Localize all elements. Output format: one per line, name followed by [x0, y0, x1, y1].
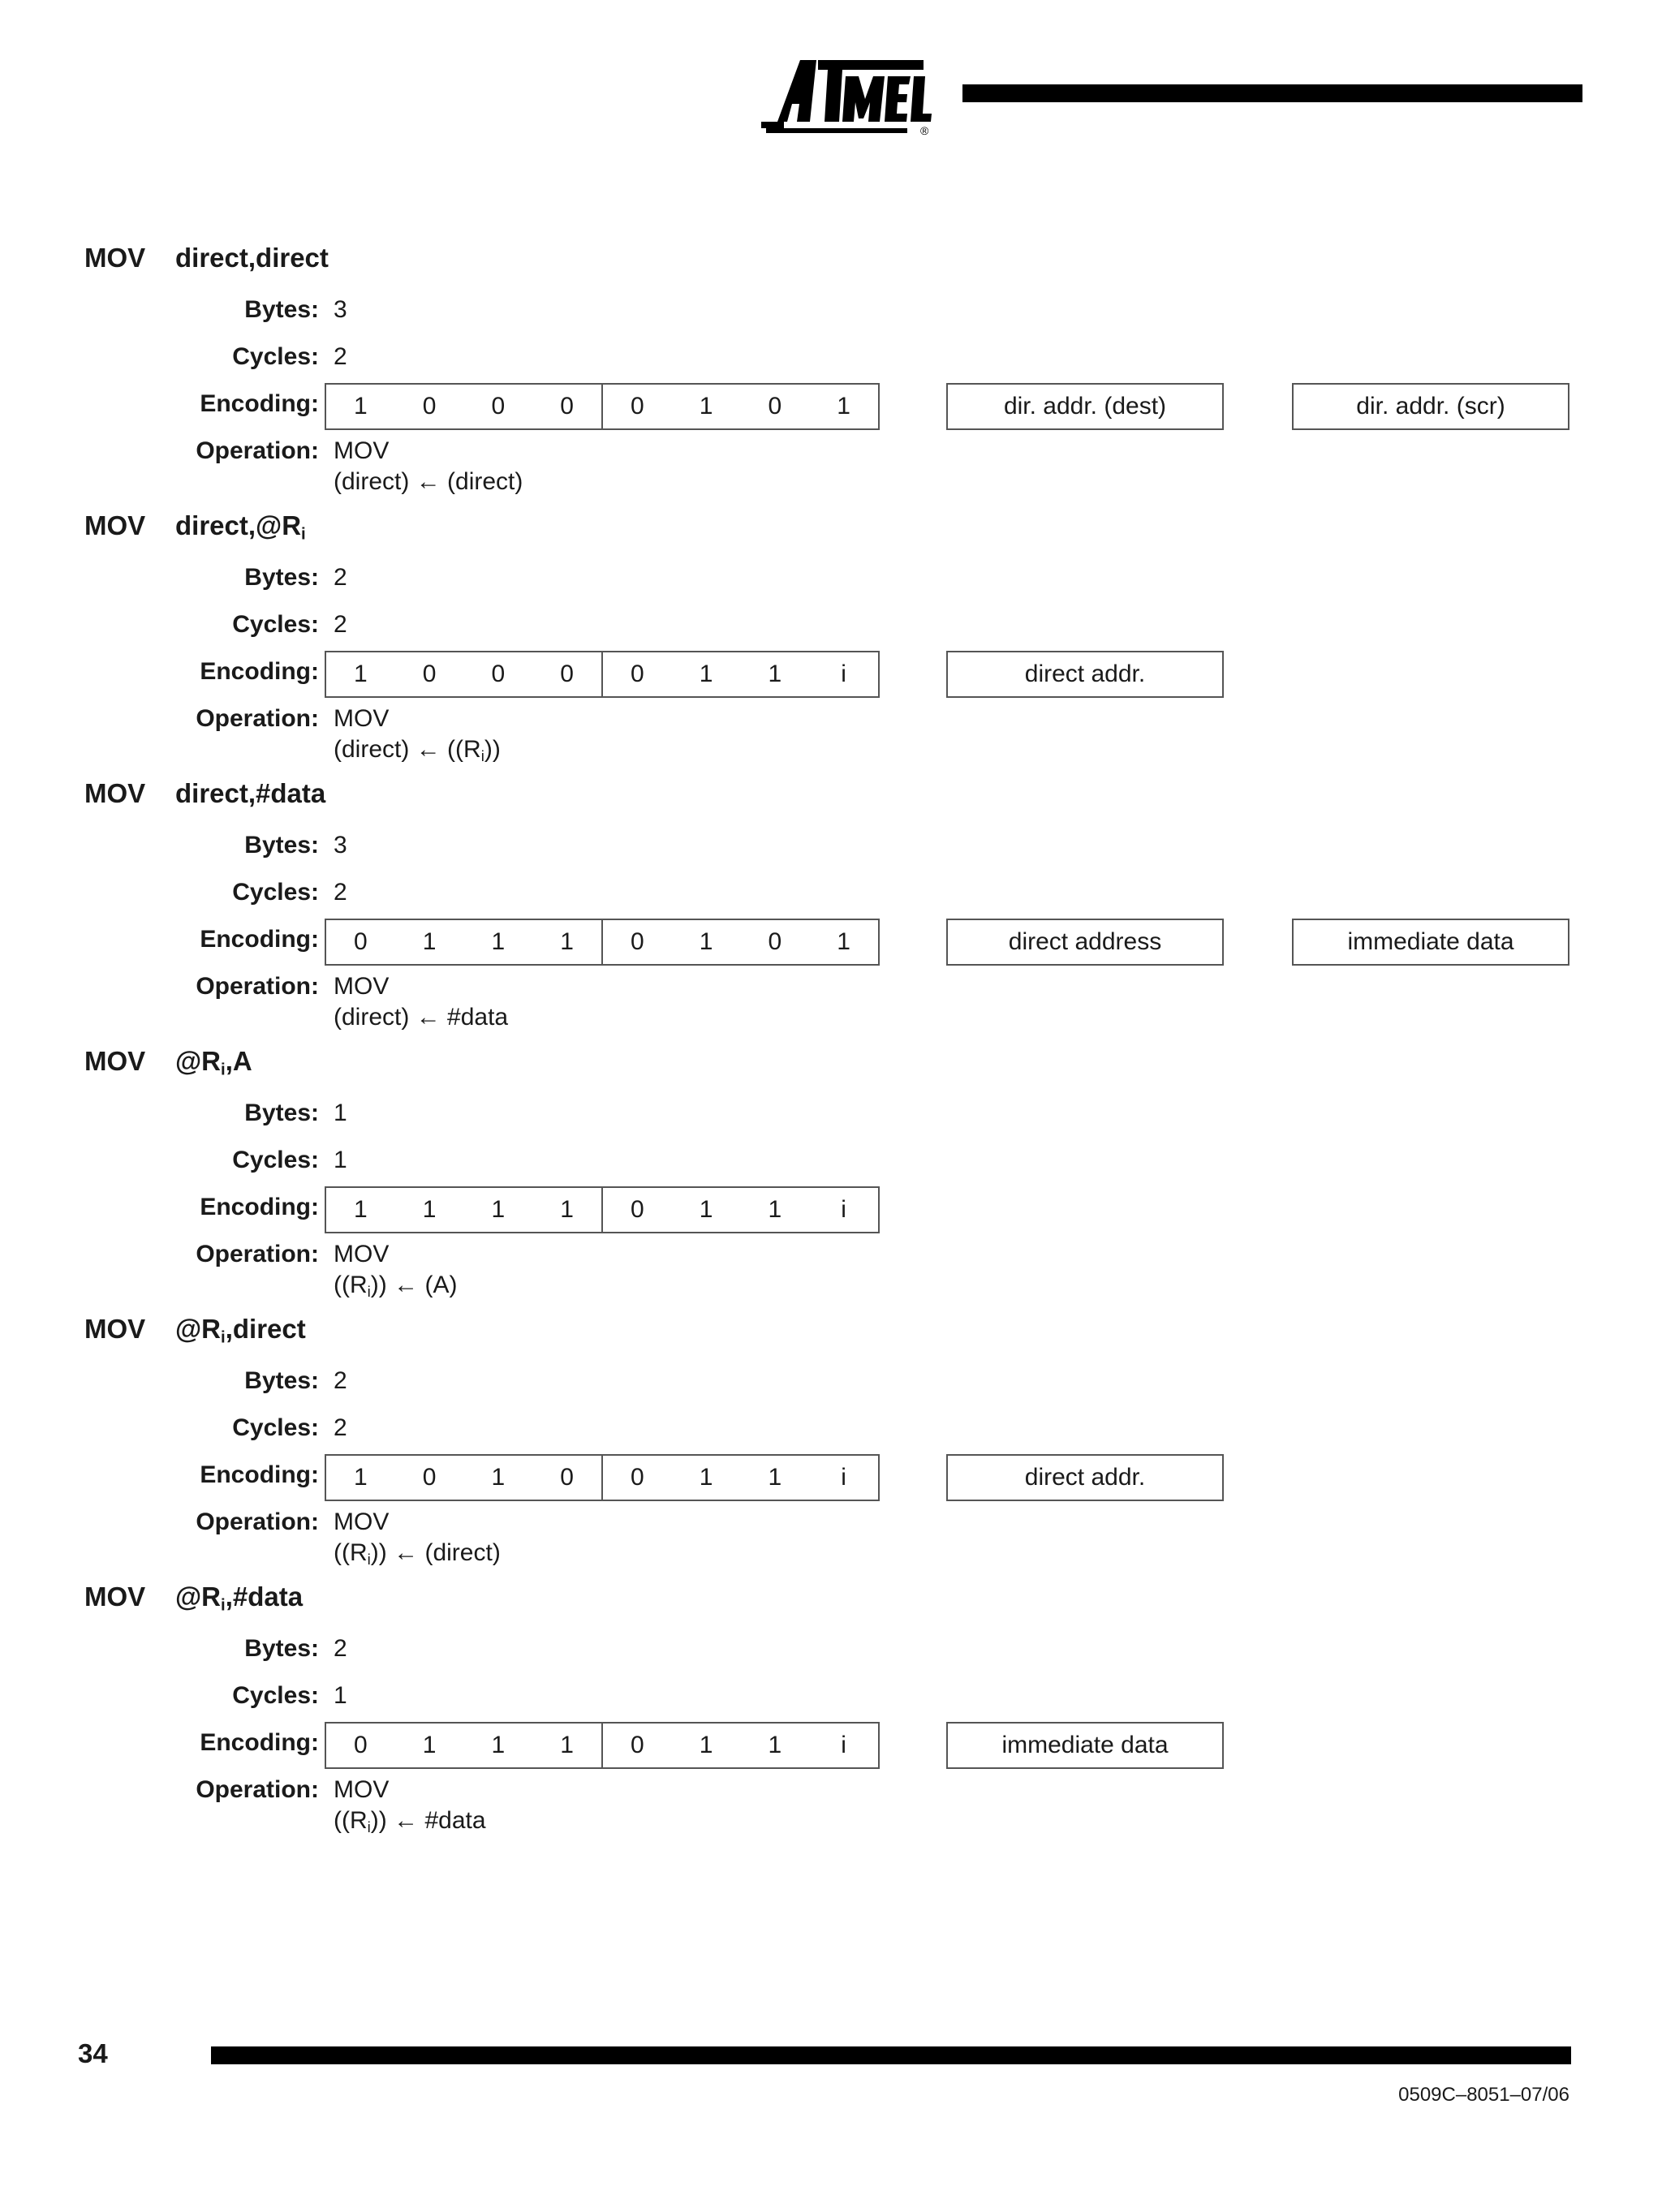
instruction-operands: [175, 1313, 306, 1345]
encoding-bit: 1: [491, 1732, 506, 1758]
encoding-bit: 0: [631, 1196, 644, 1223]
instruction-operands: [175, 1581, 303, 1613]
operand-subscript: i: [221, 1328, 226, 1347]
document-code: 0509C–8051–07/06: [1398, 2084, 1569, 2106]
encoding-label: Encoding:: [200, 1461, 319, 1488]
bytes-label: Bytes:: [244, 832, 319, 859]
opcode-encoding-box: [325, 383, 880, 430]
instruction-mnemonic: MOV: [84, 778, 146, 808]
encoding-bit: 0: [422, 393, 437, 420]
encoding-bit: 1: [560, 1732, 574, 1758]
encoding-bit: 0: [491, 661, 506, 687]
operation-label: Operation:: [196, 705, 319, 732]
operation-lhs-subscript: i: [367, 1551, 371, 1569]
instruction-mnemonic: MOV: [84, 1046, 146, 1076]
left-arrow-icon: ←: [394, 1272, 419, 1298]
cycles-label: Cycles:: [232, 1682, 319, 1709]
bytes-label: Bytes:: [244, 564, 319, 591]
encoding-bit: 0: [631, 661, 644, 687]
encoding-bit: 1: [699, 1732, 713, 1758]
operation-lhs-tail: )): [370, 1539, 387, 1566]
opcode-encoding-box: [325, 1186, 880, 1233]
instruction-operands: [175, 1045, 252, 1078]
encoding-label: Encoding:: [200, 390, 319, 417]
encoding-bit: 1: [699, 661, 713, 687]
bytes-value: 3: [334, 296, 347, 323]
operand-text: direct,@R: [175, 510, 302, 540]
operation-lhs: ((R: [334, 1539, 368, 1566]
left-arrow-icon: ←: [416, 736, 441, 763]
bytes-label: Bytes:: [244, 1100, 319, 1126]
operation-label: Operation:: [196, 437, 319, 464]
cycles-value: 2: [334, 1414, 347, 1441]
operand-text: @R: [175, 1582, 222, 1612]
left-arrow-icon: ←: [394, 1807, 419, 1834]
left-arrow-icon: ←: [394, 1539, 419, 1566]
opcode-encoding-box: [325, 651, 880, 698]
encoding-nibble-high: [326, 385, 601, 428]
encoding-bit: 1: [837, 393, 850, 420]
operand-byte-box-1: direct addr.: [946, 1454, 1224, 1501]
instruction-operands: [175, 777, 325, 810]
encoding-bit: 0: [560, 393, 574, 420]
bytes-label: Bytes:: [244, 1367, 319, 1394]
encoding-bit: 0: [631, 393, 644, 420]
bytes-value: 1: [334, 1100, 347, 1126]
instruction-mnemonic: MOV: [84, 243, 146, 273]
encoding-label: Encoding:: [200, 1729, 319, 1756]
operation-mnemonic: MOV: [334, 1508, 390, 1535]
encoding-bit: i: [841, 661, 846, 687]
encoding-bit: 1: [491, 928, 506, 955]
bytes-value: 2: [334, 1367, 347, 1394]
operation-label: Operation:: [196, 973, 319, 1000]
opcode-encoding-box: [325, 1722, 880, 1769]
encoding-bit: 1: [699, 393, 713, 420]
encoding-bit: 1: [768, 1196, 782, 1223]
operation-rhs-tail: )): [484, 736, 501, 763]
encoding-bit: 0: [422, 1464, 437, 1491]
encoding-nibble-high: [326, 1724, 601, 1767]
operation-rhs: #data: [447, 1004, 509, 1031]
opcode-encoding-box: [325, 1454, 880, 1501]
operand-tail: ,A: [225, 1046, 252, 1076]
encoding-bit: 1: [491, 1196, 506, 1223]
encoding-nibble-low: [601, 1188, 878, 1232]
atmel-logo: [761, 52, 932, 136]
encoding-bit: 1: [837, 928, 850, 955]
encoding-bit: 0: [354, 1732, 368, 1758]
instruction-section: [0, 1313, 1662, 1581]
operand-byte-box-1: direct addr.: [946, 651, 1224, 698]
encoding-bit: 1: [560, 1196, 574, 1223]
encoding-bit: 0: [768, 393, 782, 420]
operation-expression: [334, 1271, 457, 1300]
operand-subscript: i: [301, 524, 306, 544]
encoding-bit: 1: [768, 1732, 782, 1758]
operation-lhs: ((R: [334, 1272, 368, 1298]
operation-lhs-subscript: i: [367, 1283, 371, 1301]
opcode-encoding-box: [325, 919, 880, 966]
cycles-value: 1: [334, 1147, 347, 1173]
encoding-bit: 0: [768, 928, 782, 955]
instruction-mnemonic: MOV: [84, 510, 146, 540]
operand-byte-box-1: immediate data: [946, 1722, 1224, 1769]
encoding-label: Encoding:: [200, 926, 319, 953]
encoding-bit: 0: [560, 661, 574, 687]
operation-lhs: ((R: [334, 1807, 368, 1834]
encoding-nibble-low: [601, 920, 878, 964]
registered-mark: ®: [920, 124, 929, 136]
operation-lhs: (direct): [334, 468, 410, 495]
operation-rhs: #data: [424, 1807, 486, 1834]
operation-expression: [334, 1003, 508, 1032]
bytes-value: 2: [334, 1635, 347, 1662]
instruction-section: [0, 510, 1662, 777]
instruction-section: [0, 242, 1662, 510]
encoding-nibble-high: [326, 1456, 601, 1500]
encoding-bit: 1: [422, 928, 437, 955]
cycles-value: 2: [334, 879, 347, 906]
operation-mnemonic: MOV: [334, 1776, 390, 1803]
instruction-section: [0, 1045, 1662, 1313]
instruction-operands: [175, 242, 329, 274]
operation-label: Operation:: [196, 1776, 319, 1803]
operand-text: direct,direct: [175, 243, 329, 273]
left-arrow-icon: ←: [416, 1004, 441, 1031]
bytes-label: Bytes:: [244, 1635, 319, 1662]
encoding-bit: 1: [699, 1196, 713, 1223]
operand-subscript: i: [221, 1595, 226, 1615]
encoding-nibble-low: [601, 385, 878, 428]
operation-lhs: (direct): [334, 1004, 410, 1031]
encoding-bit: 1: [699, 1464, 713, 1491]
encoding-bit: 1: [491, 1464, 506, 1491]
instruction-section: [0, 777, 1662, 1045]
operand-byte-box-1: dir. addr. (dest): [946, 383, 1224, 430]
encoding-label: Encoding:: [200, 1194, 319, 1220]
operation-label: Operation:: [196, 1508, 319, 1535]
operation-expression: [334, 1539, 501, 1568]
instruction-operands: [175, 510, 306, 542]
cycles-label: Cycles:: [232, 343, 319, 370]
encoding-bit: i: [841, 1732, 846, 1758]
cycles-value: 1: [334, 1682, 347, 1709]
operand-byte-box-2: immediate data: [1292, 919, 1569, 966]
encoding-bit: 1: [768, 661, 782, 687]
encoding-bit: 0: [422, 661, 437, 687]
encoding-bit: 0: [354, 928, 368, 955]
operation-expression: [334, 1806, 486, 1835]
encoding-nibble-high: [326, 920, 601, 964]
operation-rhs-subscript: i: [480, 747, 484, 765]
bytes-value: 3: [334, 832, 347, 859]
encoding-bit: 0: [631, 928, 644, 955]
header-rule: [962, 84, 1582, 102]
operation-rhs: (direct): [447, 468, 523, 495]
operand-byte-box-1: direct address: [946, 919, 1224, 966]
operation-lhs: (direct): [334, 736, 410, 763]
operation-expression: [334, 735, 501, 764]
encoding-bit: 1: [560, 928, 574, 955]
operation-expression: [334, 467, 523, 497]
encoding-bit: i: [841, 1196, 846, 1223]
operation-lhs-tail: )): [370, 1807, 387, 1834]
page-number: 34: [78, 2038, 108, 2068]
encoding-bit: 0: [560, 1464, 574, 1491]
encoding-bit: 0: [631, 1464, 644, 1491]
cycles-value: 2: [334, 611, 347, 638]
operation-mnemonic: MOV: [334, 1241, 390, 1267]
operation-rhs: (A): [424, 1272, 458, 1298]
encoding-label: Encoding:: [200, 658, 319, 685]
encoding-nibble-high: [326, 1188, 601, 1232]
encoding-bit: 1: [699, 928, 713, 955]
operand-text: @R: [175, 1314, 222, 1344]
instruction-mnemonic: MOV: [84, 1314, 146, 1344]
encoding-bit: 0: [631, 1732, 644, 1758]
bytes-value: 2: [334, 564, 347, 591]
cycles-value: 2: [334, 343, 347, 370]
instruction-mnemonic: MOV: [84, 1582, 146, 1612]
encoding-bit: i: [841, 1464, 846, 1491]
operation-rhs: (direct): [424, 1539, 501, 1566]
footer-rule: [211, 2046, 1571, 2064]
encoding-nibble-low: [601, 1724, 878, 1767]
encoding-nibble-low: [601, 652, 878, 696]
encoding-bit: 1: [354, 661, 368, 687]
encoding-bit: 0: [491, 393, 506, 420]
left-arrow-icon: ←: [416, 468, 441, 495]
operation-lhs-subscript: i: [367, 1818, 371, 1836]
encoding-nibble-low: [601, 1456, 878, 1500]
operation-mnemonic: MOV: [334, 437, 390, 464]
operand-text: direct,#data: [175, 778, 326, 808]
operand-text: @R: [175, 1046, 222, 1076]
operation-mnemonic: MOV: [334, 705, 390, 732]
bytes-label: Bytes:: [244, 296, 319, 323]
cycles-label: Cycles:: [232, 1414, 319, 1441]
operation-rhs: ((R: [447, 736, 481, 763]
operand-subscript: i: [221, 1060, 226, 1079]
cycles-label: Cycles:: [232, 611, 319, 638]
cycles-label: Cycles:: [232, 879, 319, 906]
cycles-label: Cycles:: [232, 1147, 319, 1173]
encoding-bit: 1: [354, 1196, 368, 1223]
operand-byte-box-2: dir. addr. (scr): [1292, 383, 1569, 430]
operand-tail: ,#data: [225, 1582, 304, 1612]
encoding-bit: 1: [354, 1464, 368, 1491]
operation-mnemonic: MOV: [334, 973, 390, 1000]
operand-tail: ,direct: [225, 1314, 306, 1344]
encoding-bit: 1: [422, 1732, 437, 1758]
operation-lhs-tail: )): [370, 1272, 387, 1298]
encoding-bit: 1: [422, 1196, 437, 1223]
instruction-section: [0, 1581, 1662, 1848]
encoding-nibble-high: [326, 652, 601, 696]
encoding-bit: 1: [354, 393, 368, 420]
encoding-bit: 1: [768, 1464, 782, 1491]
operation-label: Operation:: [196, 1241, 319, 1267]
